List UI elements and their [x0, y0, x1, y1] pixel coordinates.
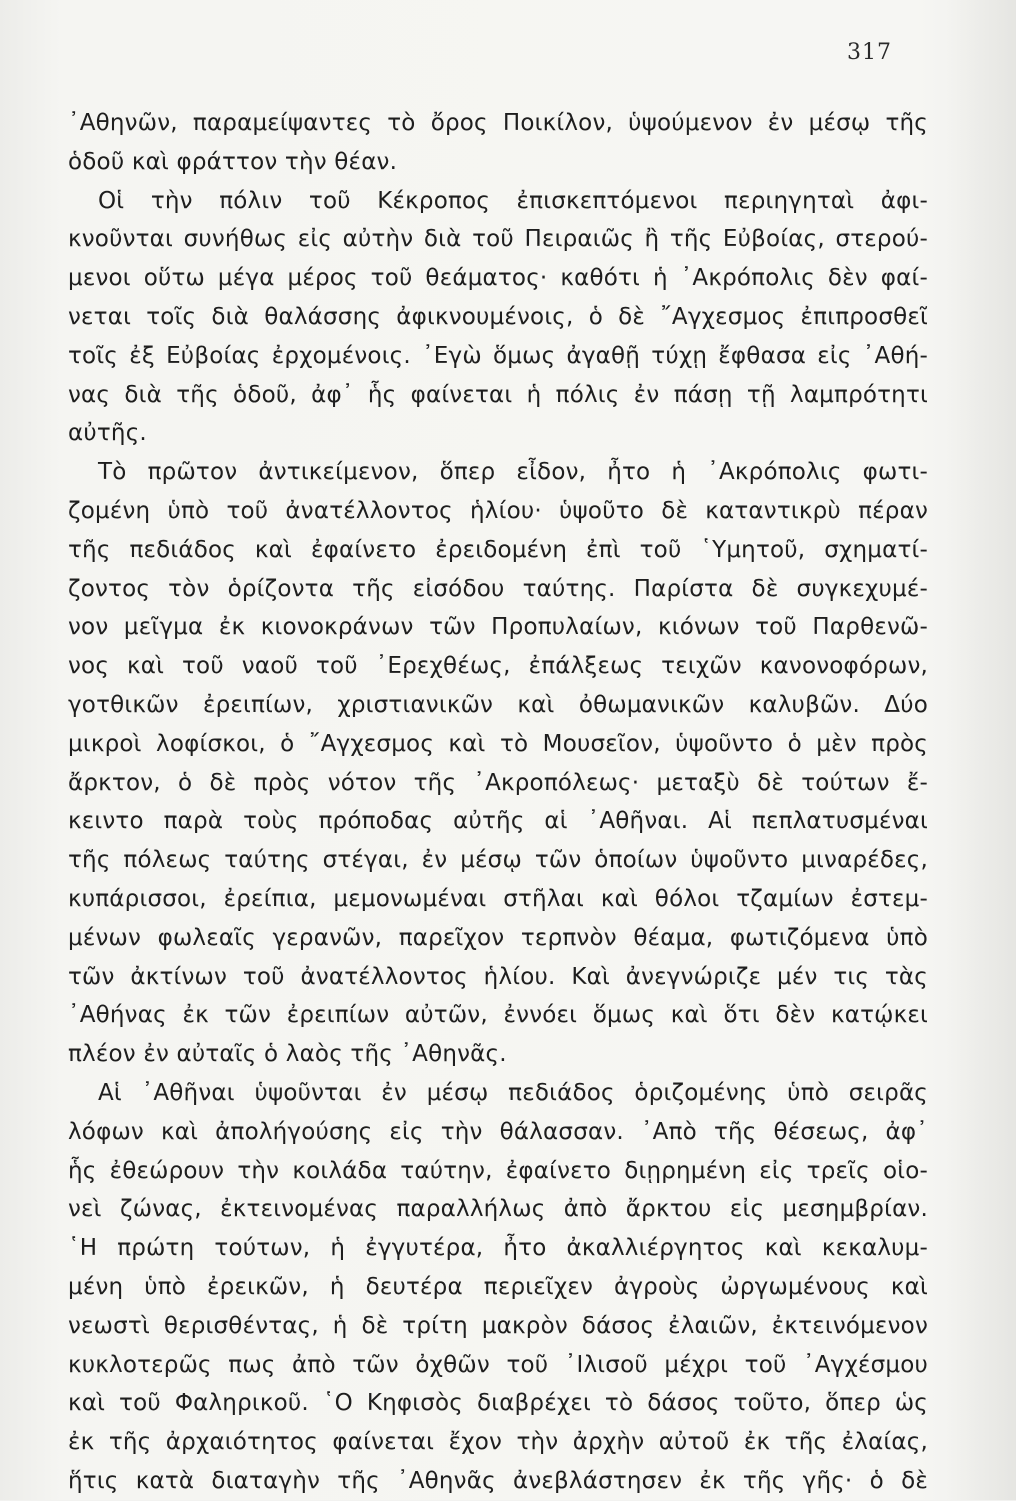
text-line: νεὶ ζώνας, ἐκτεινομένας παραλλήλως ἀπὸ ἄρκτου εἰς μεσημβρίαν. [68, 1196, 928, 1223]
text-line: κνοῦνται συνήθως εἰς αὐτὴν διὰ τοῦ Πειραιῶς ἢ τῆς Εὐβοίας, στερού- [68, 226, 928, 253]
text-line: ἐκ τῆς ἀρχαιότητος φαίνεται ἔχον τὴν ἀρχὴν αὐτοῦ ἐκ τῆς ἐλαίας, [68, 1429, 928, 1456]
text-line: Οἱ τὴν πόλιν τοῦ Κέκροπος ἐπισκεπτόμενοι περιηγηταὶ ἀφι- [98, 187, 928, 214]
text-line: τῶν ἀκτίνων τοῦ ἀνατέλλοντος ἡλίου. Καὶ ἀνεγνώριζε μέν τις τὰς [68, 963, 928, 990]
text-line: πλέον ἐν αὐταῖς ὁ λαὸς τῆς ᾽Αθηνᾶς. [68, 1041, 507, 1068]
page-edge-shadow [946, 0, 1016, 1500]
text-line: Τὸ πρῶτον ἀντικείμενον, ὅπερ εἶδον, ἦτο ἡ ᾽Ακρόπολις φωτι- [98, 459, 928, 486]
text-line: νον μεῖγμα ἐκ κιονοκράνων τῶν Προπυλαίων, κιόνων τοῦ Παρθενῶ- [68, 614, 928, 641]
text-line: τοῖς ἐξ Εὐβοίας ἐρχομένοις. ᾽Εγὼ ὅμως ἀγαθῇ τύχῃ ἔφθασα εἰς ᾽Αθή- [68, 342, 928, 369]
text-line: ἥτις κατὰ διαταγὴν τῆς ᾽Αθηνᾶς ἀνεβλάστησεν ἐκ τῆς γῆς· ὁ δὲ [68, 1467, 928, 1494]
text-line: ἄρκτον, ὁ δὲ πρὸς νότον τῆς ᾽Ακροπόλεως· μεταξὺ δὲ τούτων ἔ- [68, 769, 928, 796]
text-line: λόφων καὶ ἀπολήγούσης εἰς τὴν θάλασσαν. ᾽Απὸ τῆς θέσεως, ἀφ᾽ [68, 1118, 928, 1145]
text-line: νος καὶ τοῦ ναοῦ τοῦ ᾽Ερεχθέως, ἐπάλξεως τειχῶν κανονοφόρων, [68, 653, 928, 680]
text-line: μένων φωλεαῖς γερανῶν, παρεῖχον τερπνὸν θέαμα, φωτιζόμενα ὑπὸ [68, 924, 928, 951]
text-line: νας διὰ τῆς ὁδοῦ, ἀφ᾽ ἧς φαίνεται ἡ πόλις ἐν πάσῃ τῇ λαμπρότητι [68, 381, 928, 408]
text-line: τῆς πόλεως ταύτης στέγαι, ἐν μέσῳ τῶν ὁποίων ὑψοῦντο μιναρέδες, [68, 847, 928, 874]
text-line: ζοντος τὸν ὁρίζοντα τῆς εἰσόδου ταύτης. Παρίστα δὲ συγκεχυμέ- [68, 575, 928, 602]
text-line: μικροὶ λοφίσκοι, ὁ ῎Αγχεσμος καὶ τὸ Μουσεῖον, ὑψοῦντο ὁ μὲν πρὸς [68, 730, 928, 757]
page-number: 317 [847, 40, 892, 65]
text-line: τῆς πεδιάδος καὶ ἐφαίνετο ἐρειδομένη ἐπὶ τοῦ ῾Υμητοῦ, σχηματί- [68, 536, 928, 563]
text-line: ἧς ἐθεώρουν τὴν κοιλάδα ταύτην, ἐφαίνετο διῃρημένη εἰς τρεῖς οἱο- [68, 1157, 928, 1184]
body-text [68, 104, 928, 1501]
text-line: ᾽Αθήνας ἐκ τῶν ἐρειπίων αὐτῶν, ἐννόει ὅμως καὶ ὅτι δὲν κατῴκει [68, 1002, 928, 1029]
text-line: Αἱ ᾽Αθῆναι ὑψοῦνται ἐν μέσῳ πεδιάδος ὁριζομένης ὑπὸ σειρᾶς [98, 1079, 928, 1106]
text-line: νεωστὶ θερισθέντας, ἡ δὲ τρίτη μακρὸν δάσος ἐλαιῶν, ἐκτεινόμενον [68, 1312, 928, 1339]
text-line: νεται τοῖς διὰ θαλάσσης ἀφικνουμένοις, ὁ δὲ ῎Αγχεσμος ἐπιπροσθεῖ [68, 303, 928, 330]
text-line: γοτθικῶν ἐρειπίων, χριστιανικῶν καὶ ὀθωμανικῶν καλυβῶν. Δύο [68, 691, 928, 718]
text-line: ᾽Αθηνῶν, παραμείψαντες τὸ ὄρος Ποικίλον, ὑψούμενον ἐν μέσῳ τῆς [68, 110, 928, 136]
text-line: ζομένη ὑπὸ τοῦ ἀνατέλλοντος ἡλίου· ὑψοῦτο δὲ καταντικρὺ πέραν [68, 497, 928, 524]
text-line: αὐτῆς. [68, 420, 147, 447]
text-line: κειντο παρὰ τοὺς πρόποδας αὐτῆς αἱ ᾽Αθῆναι. Αἱ πεπλατυσμέναι [68, 808, 928, 835]
text-line: κυπάρισσοι, ἐρείπια, μεμονωμέναι στῆλαι καὶ θόλοι τζαμίων ἐστεμ- [68, 885, 928, 912]
text-line: ῾Η πρώτη τούτων, ἡ ἐγγυτέρα, ἦτο ἀκαλλιέργητος καὶ κεκαλυμ- [68, 1235, 928, 1262]
text-line: κυκλοτερῶς πως ἀπὸ τῶν ὀχθῶν τοῦ ᾽Ιλισοῦ μέχρι τοῦ ᾽Αγχέσμου [68, 1351, 928, 1378]
text-line: καὶ τοῦ Φαληρικοῦ. ῾Ο Κηφισὸς διαβρέχει τὸ δάσος τοῦτο, ὅπερ ὡς [68, 1390, 928, 1417]
text-line: ὁδοῦ καὶ φράττον τὴν θέαν. [68, 148, 398, 175]
text-line: μενοι οὕτω μέγα μέρος τοῦ θεάματος· καθότι ἡ ᾽Ακρόπολις δὲν φαί- [68, 265, 928, 292]
text-line: μένη ὑπὸ ἐρεικῶν, ἡ δευτέρα περιεῖχεν ἀγροὺς ὠργωμένους καὶ [68, 1273, 928, 1300]
